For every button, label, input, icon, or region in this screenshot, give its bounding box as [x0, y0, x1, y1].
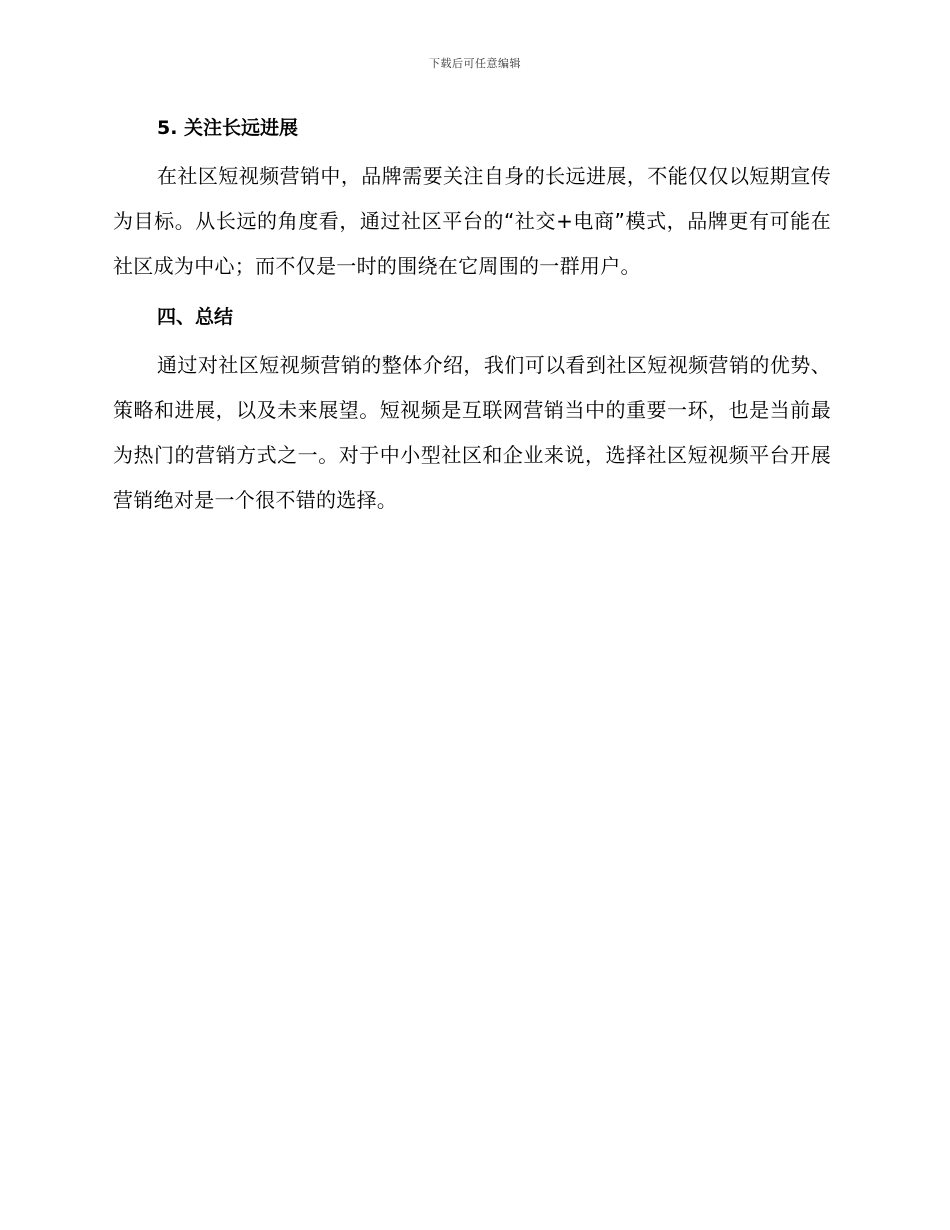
section-paragraph-long-term: 在社区短视频营销中，品牌需要关注自身的长远进展，不能仅仅以短期宣传为目标。从长远的角度看，通过社区平台的“社交+电商”模式，品牌更有可能在社区成为中心；而不仅是一时的围绕在它周围的一群用户。: [113, 164, 831, 278]
section-heading-summary: 四、总结: [157, 306, 234, 328]
section-heading-long-term: 5. 关注长远进展: [157, 117, 299, 139]
document-body: [113, 108, 831, 523]
section-paragraph-summary: 通过对社区短视频营销的整体介绍，我们可以看到社区短视频营销的优势、策略和进展，以及未来展望。短视频是互联网营销当中的重要一环，也是当前最为热门的营销方式之一。对于中小型社区和企业来说，选择社区短视频平台开展营销绝对是一个很不错的选择。: [113, 353, 831, 512]
page-header-note: 下载后可任意编辑: [429, 57, 521, 70]
